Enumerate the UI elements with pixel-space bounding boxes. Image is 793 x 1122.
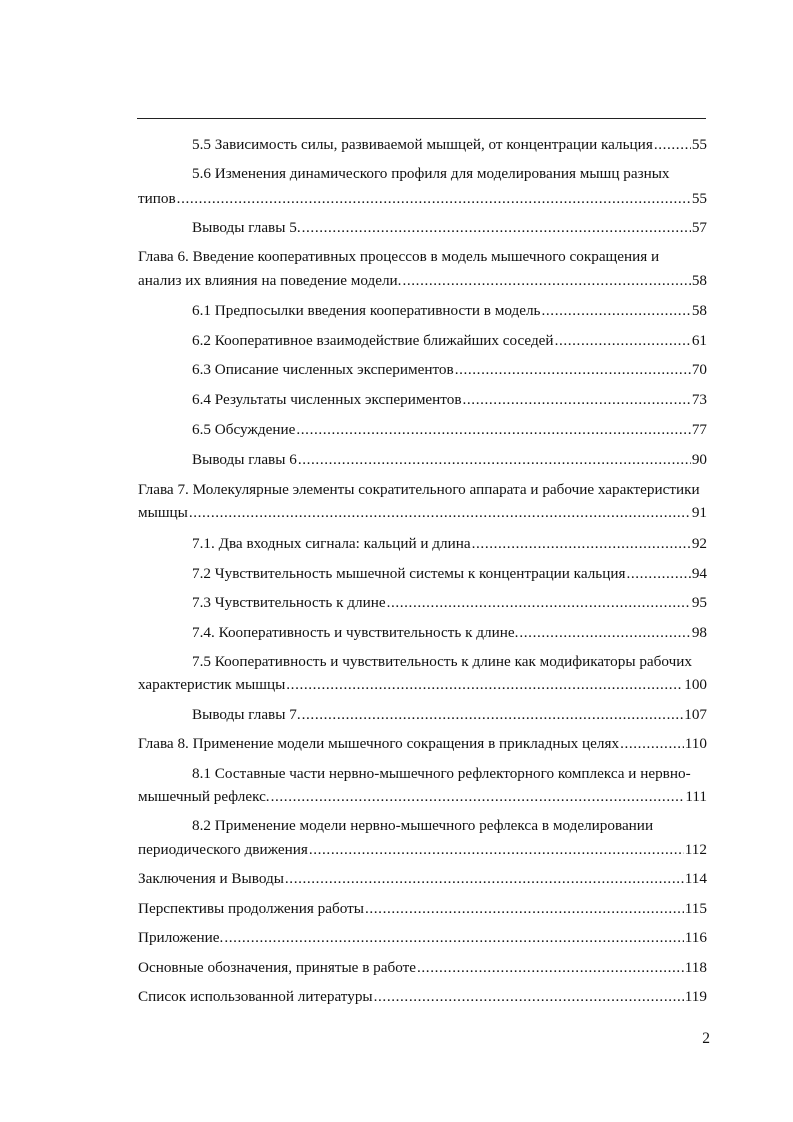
toc-entry-title: 6.2 Кооперативное взаимодействие ближайших соседей xyxy=(192,332,554,349)
dot-leader xyxy=(472,535,691,553)
toc-entry-title: 7.1. Два входных сигнала: кальций и длина xyxy=(192,535,471,552)
dot-leader xyxy=(387,594,691,612)
toc-entry-page: 90 xyxy=(691,451,707,468)
dot-leader xyxy=(224,929,683,947)
toc-entry-5-6-line1: 5.6 Изменения динамического профиля для моделирования мышц разных xyxy=(192,165,670,182)
toc-entry-page: 91 xyxy=(691,504,707,521)
dot-leader xyxy=(271,788,685,806)
toc-entry-chapter6 xyxy=(138,272,707,290)
toc-entry-title: Перспективы продолжения работы xyxy=(138,900,364,917)
toc-entry-title: Приложение. xyxy=(138,929,224,946)
toc-entry-8-1 xyxy=(138,788,707,806)
toc-entry-page: 98 xyxy=(691,624,707,641)
dot-leader xyxy=(626,565,690,583)
toc-entry-title: Глава 8. Применение модели мышечного сокращения в прикладных целях xyxy=(138,735,620,752)
toc-entry-title: Выводы главы 7. xyxy=(192,706,301,723)
toc-entry-page: 92 xyxy=(691,535,707,552)
toc-entry-6-5 xyxy=(192,421,707,439)
dot-leader xyxy=(542,302,691,320)
toc-entry-page: 119 xyxy=(684,988,707,1005)
page-number: 2 xyxy=(702,1030,710,1047)
toc-entry-8-2-line1: 8.2 Применение модели нервно-мышечного рефлекса в моделировании xyxy=(192,817,654,834)
dot-leader xyxy=(309,841,684,859)
dot-leader xyxy=(620,735,684,753)
toc-entry-chapter6-conclusions xyxy=(192,451,707,469)
toc-entry-page: 95 xyxy=(691,594,707,611)
toc-entry-page: 70 xyxy=(691,361,707,378)
toc-entry-8-1-line1: 8.1 Составные части нервно-мышечного рефлекторного комплекса и нервно- xyxy=(192,765,691,782)
dot-leader xyxy=(555,332,691,350)
dot-leader xyxy=(417,959,684,977)
toc-entry-page: 58 xyxy=(691,302,707,319)
toc-entry-5-5 xyxy=(192,136,707,154)
toc-entry-page: 115 xyxy=(684,900,707,917)
toc-entry-title: Список использованной литературы xyxy=(138,988,373,1005)
dot-leader xyxy=(189,504,691,522)
toc-entry-chapter7-conclusions xyxy=(192,706,707,724)
toc-entry-7-3 xyxy=(192,594,707,612)
dot-leader xyxy=(402,272,690,290)
toc-entry-title: 6.5 Обсуждение xyxy=(192,421,296,438)
dot-leader xyxy=(296,421,690,439)
toc-entry-page: 100 xyxy=(684,676,707,693)
toc-entry-title: 6.1 Предпосылки введения кооперативности в модель xyxy=(192,302,541,319)
toc-entry-title: 7.4. Кооперативность и чувствительность к длине. xyxy=(192,624,519,641)
toc-entry-7-4 xyxy=(192,624,707,642)
toc-entry-page: 114 xyxy=(684,870,707,887)
toc-entry-6-4 xyxy=(192,391,707,409)
dot-leader xyxy=(285,870,684,888)
header-rule xyxy=(137,118,706,119)
toc-entry-references xyxy=(138,988,707,1006)
toc-entry-title: Выводы главы 6 xyxy=(192,451,297,468)
toc-entry-page: 58 xyxy=(691,272,707,289)
toc-entry-7-5-line1: 7.5 Кооперативность и чувствительность к длине как модификаторы рабочих xyxy=(192,653,692,670)
toc-entry-chapter8 xyxy=(138,735,707,753)
toc-entry-title: периодического движения xyxy=(138,841,308,858)
toc-entry-title: 6.4 Результаты численных экспериментов xyxy=(192,391,462,408)
toc-entry-chapter7 xyxy=(138,504,707,522)
toc-entry-title: Заключения и Выводы xyxy=(138,870,284,887)
dot-leader xyxy=(654,136,691,154)
toc-entry-page: 111 xyxy=(685,788,707,805)
toc-entry-page: 110 xyxy=(684,735,707,752)
toc-entry-page: 61 xyxy=(691,332,707,349)
toc-entry-perspectives xyxy=(138,900,707,918)
toc-entry-page: 55 xyxy=(691,190,707,207)
toc-entry-5-6 xyxy=(138,190,707,208)
toc-entry-8-2 xyxy=(138,841,707,859)
toc-entry-page: 55 xyxy=(691,136,707,153)
toc-entry-title: Основные обозначения, принятые в работе xyxy=(138,959,417,976)
dot-leader xyxy=(455,361,691,379)
toc-entry-title: типов xyxy=(138,190,176,207)
toc-entry-appendix xyxy=(138,929,707,947)
toc-entry-page: 107 xyxy=(684,706,707,723)
toc-entry-chapter5-conclusions xyxy=(192,219,707,237)
dot-leader xyxy=(298,451,691,469)
toc-entry-7-5 xyxy=(138,676,707,694)
toc-entry-6-3 xyxy=(192,361,707,379)
toc-entry-6-1 xyxy=(192,302,707,320)
toc-entry-page: 57 xyxy=(691,219,707,236)
toc-entry-chapter6-line1: Глава 6. Введение кооперативных процессов в модель мышечного сокращения и xyxy=(138,248,660,265)
toc-entry-page: 116 xyxy=(684,929,707,946)
toc-entry-title: Выводы главы 5. xyxy=(192,219,301,236)
toc-entry-page: 112 xyxy=(684,841,707,858)
toc-entry-notation xyxy=(138,959,707,977)
toc-entry-title: мышечный рефлекс. xyxy=(138,788,270,805)
toc-entry-page: 77 xyxy=(691,421,707,438)
dot-leader xyxy=(177,190,691,208)
toc-entry-page: 94 xyxy=(691,565,707,582)
toc-entry-7-1 xyxy=(192,535,707,553)
toc-entry-title: характеристик мышцы xyxy=(138,676,286,693)
toc-entry-conclusions xyxy=(138,870,707,888)
toc-entry-title: анализ их влияния на поведение модели. xyxy=(138,272,402,289)
dot-leader xyxy=(302,219,691,237)
toc-entry-title: мышцы xyxy=(138,504,188,521)
dot-leader xyxy=(302,706,684,724)
dot-leader xyxy=(286,676,683,694)
toc-entry-title: 6.3 Описание численных экспериментов xyxy=(192,361,454,378)
toc-entry-title: 7.2 Чувствительность мышечной системы к концентрации кальция xyxy=(192,565,626,582)
dot-leader xyxy=(374,988,684,1006)
toc-entry-title: 5.5 Зависимость силы, развиваемой мышцей, от концентрации кальция xyxy=(192,136,653,153)
dot-leader xyxy=(519,624,690,642)
toc-entry-chapter7-line1: Глава 7. Молекулярные элементы сократительного аппарата и рабочие характеристики xyxy=(138,481,700,498)
toc-entry-7-2 xyxy=(192,565,707,583)
toc-entry-page: 118 xyxy=(684,959,707,976)
dot-leader xyxy=(463,391,691,409)
toc-entry-6-2 xyxy=(192,332,707,350)
toc-entry-page: 73 xyxy=(691,391,707,408)
dot-leader xyxy=(365,900,684,918)
toc-entry-title: 7.3 Чувствительность к длине xyxy=(192,594,386,611)
